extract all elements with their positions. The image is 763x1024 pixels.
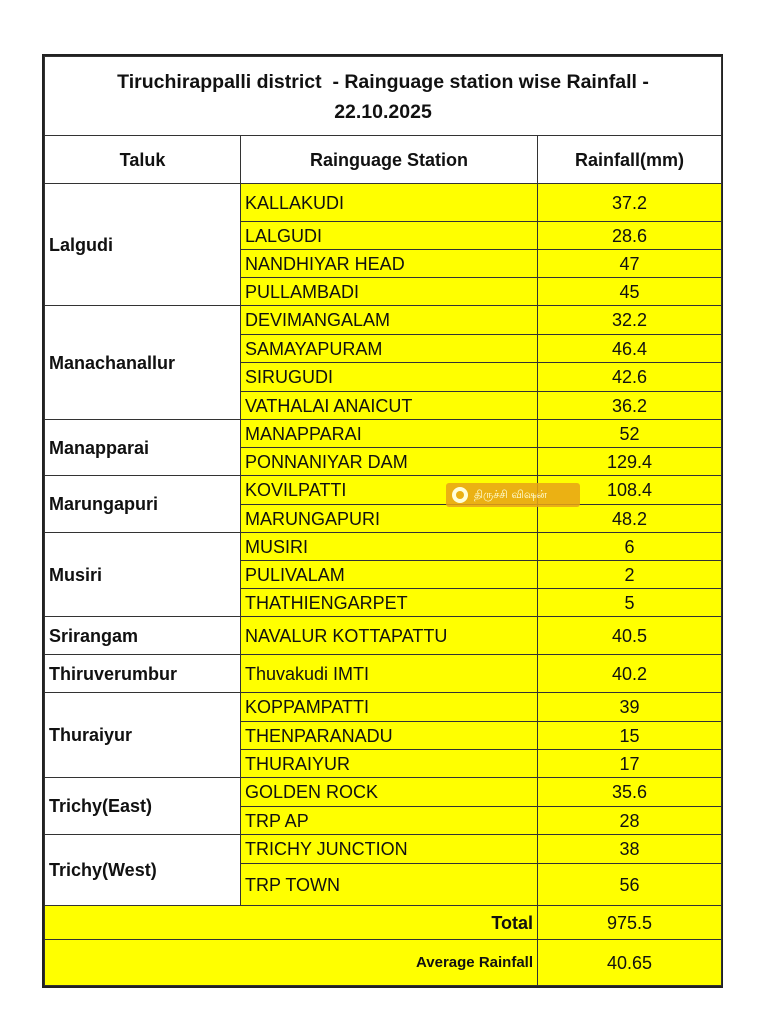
- rainfall-value: 28.6: [538, 222, 722, 250]
- station-name: NANDHIYAR HEAD: [241, 250, 538, 278]
- watermark-badge: [446, 483, 580, 507]
- station-name: GOLDEN ROCK: [241, 778, 538, 807]
- station-name: VATHALAI ANAICUT: [241, 392, 538, 420]
- station-name: SIRUGUDI: [241, 363, 538, 392]
- header-row: [45, 136, 722, 184]
- rainfall-value: 108.4: [538, 476, 722, 505]
- station-row: [45, 835, 722, 864]
- taluk-name: Trichy(East): [45, 778, 241, 835]
- station-name: MANAPPARAI: [241, 420, 538, 448]
- station-name: DEVIMANGALAM: [241, 306, 538, 335]
- rainfall-value: 56: [538, 864, 722, 906]
- table-title: [45, 57, 722, 136]
- station-name: KALLAKUDI: [241, 184, 538, 222]
- rainfall-value: 28: [538, 807, 722, 835]
- rainfall-value: 2: [538, 561, 722, 589]
- rainfall-value: 36.2: [538, 392, 722, 420]
- rainfall-value: 47: [538, 250, 722, 278]
- rainfall-value: 40.2: [538, 655, 722, 693]
- rainfall-sheet: [42, 54, 723, 988]
- station-row: [45, 617, 722, 655]
- header-rainfall: Rainfall(mm): [538, 136, 722, 184]
- average-label: Average Rainfall: [45, 940, 538, 986]
- rainfall-value: 17: [538, 750, 722, 778]
- station-name: KOPPAMPATTI: [241, 693, 538, 722]
- total-label: Total: [45, 906, 538, 940]
- taluk-name: Manachanallur: [45, 306, 241, 420]
- rainfall-value: 52: [538, 420, 722, 448]
- station-name: NAVALUR KOTTAPATTU: [241, 617, 538, 655]
- rainfall-table: [44, 56, 722, 986]
- taluk-name: Thiruverumbur: [45, 655, 241, 693]
- station-name: TRICHY JUNCTION: [241, 835, 538, 864]
- station-name: THENPARANADU: [241, 722, 538, 750]
- taluk-name: Musiri: [45, 533, 241, 617]
- rainfall-value: 45: [538, 278, 722, 306]
- station-name: MARUNGAPURI: [241, 505, 538, 533]
- station-name: TRP TOWN: [241, 864, 538, 906]
- watermark-logo-icon: [452, 487, 468, 503]
- rainfall-value: 129.4: [538, 448, 722, 476]
- rainfall-value: 38: [538, 835, 722, 864]
- station-row: [45, 655, 722, 693]
- station-row: [45, 184, 722, 222]
- rainfall-value: 32.2: [538, 306, 722, 335]
- total-row: [45, 906, 722, 940]
- station-name: PULLAMBADI: [241, 278, 538, 306]
- rainfall-value: 46.4: [538, 335, 722, 363]
- station-name: THURAIYUR: [241, 750, 538, 778]
- station-row: [45, 306, 722, 335]
- station-row: [45, 420, 722, 448]
- station-name: SAMAYAPURAM: [241, 335, 538, 363]
- station-name: Thuvakudi IMTI: [241, 655, 538, 693]
- rainfall-value: 37.2: [538, 184, 722, 222]
- station-row: [45, 533, 722, 561]
- header-station: Rainguage Station: [241, 136, 538, 184]
- station-name: LALGUDI: [241, 222, 538, 250]
- station-row: [45, 476, 722, 505]
- station-name: MUSIRI: [241, 533, 538, 561]
- average-row: [45, 940, 722, 986]
- rainfall-value: 6: [538, 533, 722, 561]
- taluk-name: Manapparai: [45, 420, 241, 476]
- station-row: [45, 778, 722, 807]
- station-name: TRP AP: [241, 807, 538, 835]
- watermark-text: திருச்சி விஷன்: [474, 487, 547, 501]
- taluk-name: Trichy(West): [45, 835, 241, 906]
- title-line-1: Tiruchirappalli district - Rainguage station wise Rainfall -: [117, 71, 649, 93]
- rainfall-value: 39: [538, 693, 722, 722]
- taluk-name: Srirangam: [45, 617, 241, 655]
- title-line-2: 22.10.2025: [334, 101, 432, 123]
- rainfall-value: 40.5: [538, 617, 722, 655]
- station-name: KOVILPATTI: [241, 476, 538, 505]
- title-row: [45, 57, 722, 136]
- rainfall-value: 15: [538, 722, 722, 750]
- rainfall-value: 42.6: [538, 363, 722, 392]
- station-row: [45, 693, 722, 722]
- rainfall-value: 48.2: [538, 505, 722, 533]
- total-value: 975.5: [538, 906, 722, 940]
- rainfall-value: 35.6: [538, 778, 722, 807]
- station-name: PONNANIYAR DAM: [241, 448, 538, 476]
- header-taluk: Taluk: [45, 136, 241, 184]
- taluk-name: Thuraiyur: [45, 693, 241, 778]
- taluk-name: Marungapuri: [45, 476, 241, 533]
- station-name: PULIVALAM: [241, 561, 538, 589]
- station-name: THATHIENGARPET: [241, 589, 538, 617]
- taluk-name: Lalgudi: [45, 184, 241, 306]
- average-value: 40.65: [538, 940, 722, 986]
- rainfall-value: 5: [538, 589, 722, 617]
